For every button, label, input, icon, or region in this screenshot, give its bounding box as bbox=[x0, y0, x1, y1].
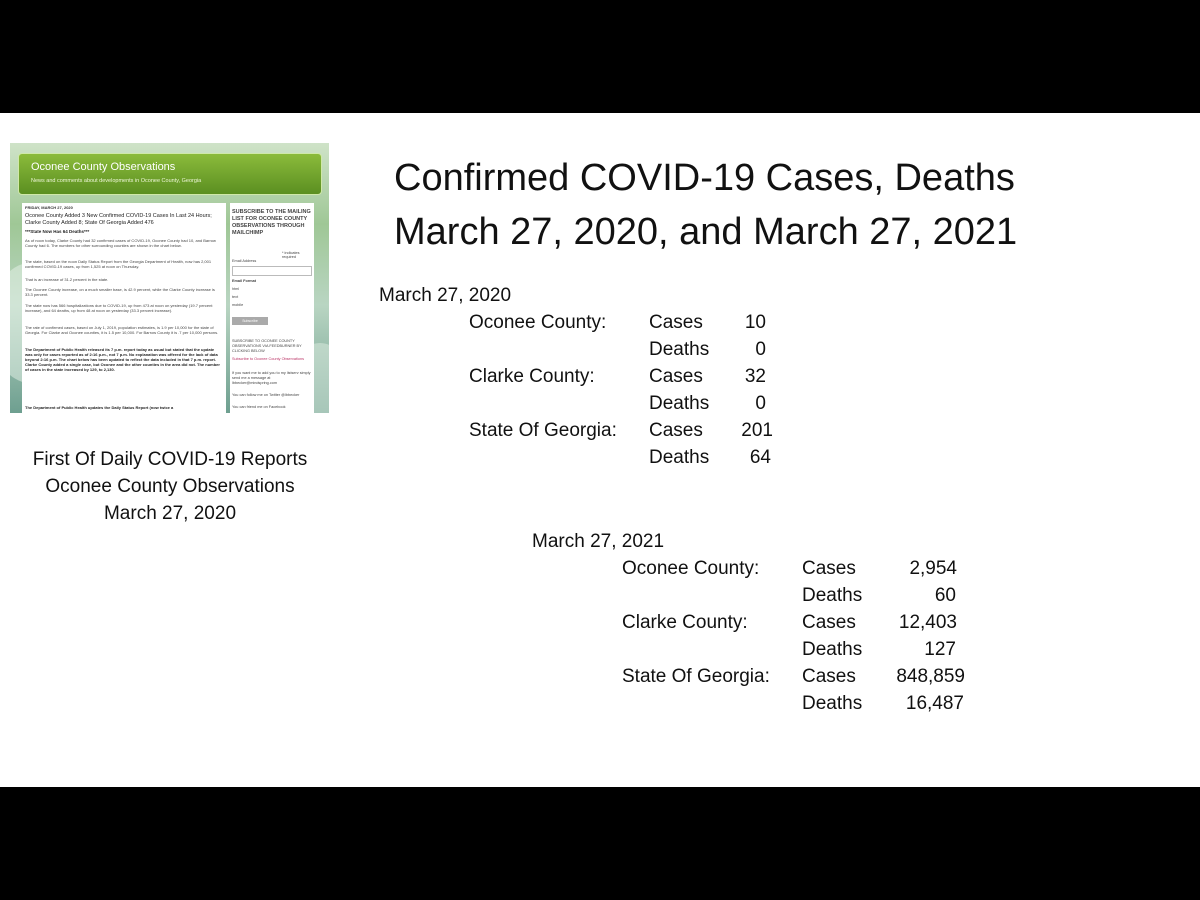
post-date: FRIDAY, MARCH 27, 2020 bbox=[25, 205, 73, 210]
metric-label: Cases bbox=[802, 558, 856, 579]
sidebar-title: SUBSCRIBE TO THE MAILING LIST FOR OCONEE COUNTY OBSERVATIONS THROUGH MAILCHIMP bbox=[232, 209, 311, 236]
sidebar-subscribe-link[interactable]: Subscribe to Oconee County Observations bbox=[232, 357, 304, 361]
metric-label: Deaths bbox=[802, 585, 863, 606]
place-label: State Of Georgia: bbox=[469, 420, 617, 441]
post-paragraph: The Department of Public Health released its 7 p.m. report today as usual but stated that the update was only for cases reported as of 2:16 p.m., not 7 p.m. No explanation was offered for the lack of data beyond 2:16 p.m. The chart below has been updated to reflect the data included in that 7 p.m. report. Clarke County added a single case, but Oconee and the other counties in the area did not. The number of cases in the state increased by 129, to 2,130. bbox=[25, 347, 220, 372]
slide-title bbox=[394, 151, 1017, 259]
metric-value: 10 bbox=[744, 312, 766, 333]
metric-value: 848,859 bbox=[896, 666, 965, 687]
section-date: March 27, 2020 bbox=[379, 285, 512, 306]
sidebar-facebook: You can friend me on Facebook bbox=[232, 405, 286, 409]
place-label: Oconee County: bbox=[622, 558, 760, 579]
post-paragraph: The Department of Public Health updates the Daily Status Report (now twice a bbox=[25, 405, 174, 410]
blog-header bbox=[18, 153, 322, 195]
caption-line: March 27, 2020 bbox=[103, 503, 237, 524]
sidebar-format-label: Email Format bbox=[232, 279, 257, 283]
metric-label: Cases bbox=[649, 420, 703, 441]
metric-value: 2,954 bbox=[909, 558, 957, 579]
blog-screenshot-thumbnail bbox=[10, 143, 329, 413]
metric-value: 64 bbox=[749, 447, 771, 468]
blog-post bbox=[22, 203, 226, 413]
metric-label: Deaths bbox=[649, 447, 710, 468]
slide bbox=[0, 113, 1200, 787]
post-paragraph: The Oconee County increase, on a much smaller base, is 42.9 percent, while the Clarke County increase is 33.3 percent. bbox=[25, 287, 215, 297]
sidebar-email-label: Email Address bbox=[232, 259, 257, 263]
sidebar-twitter: You can follow me on Twitter @lbbecker bbox=[232, 393, 300, 397]
place-label: Clarke County: bbox=[622, 612, 748, 633]
title-line: March 27, 2020, and March 27, 2021 bbox=[394, 211, 1018, 253]
post-paragraph: As of noon today, Clarke County had 32 confirmed cases of COVID-19, Oconee County had 10, and Barrow County had 6. The numbers for other surrounding counties are shown in the chart below. bbox=[25, 238, 216, 248]
place-label: Clarke County: bbox=[469, 366, 595, 387]
post-title: Oconee County Added 3 New Confirmed COVID-19 Cases In Last 24 Hours; Clarke County Added 8; State Of Georgia Added 476 bbox=[25, 213, 212, 226]
post-paragraph: That is an increase of 31.2 percent in the state. bbox=[25, 277, 109, 282]
caption-line: First Of Daily COVID-19 Reports bbox=[32, 449, 308, 470]
metric-label: Deaths bbox=[649, 393, 710, 414]
post-paragraph: The state now has 566 hospitalizations due to COVID-19, up from 473 at noon on yesterday (19.7 percent increase), and 64 deaths, up from 48 at noon on yesterday (33.3 percent increase). bbox=[25, 303, 213, 313]
metric-value: 127 bbox=[924, 639, 956, 660]
metric-value: 60 bbox=[934, 585, 956, 606]
place-label: Oconee County: bbox=[469, 312, 607, 333]
metric-label: Deaths bbox=[802, 693, 863, 714]
sidebar-email-input[interactable] bbox=[232, 266, 312, 276]
metric-label: Cases bbox=[649, 366, 703, 387]
metric-value: 32 bbox=[744, 366, 766, 387]
metric-value: 12,403 bbox=[898, 612, 957, 633]
sidebar-feedburner: SUBSCRIBE TO OCONEE COUNTY OBSERVATIONS VIA FEEDBURNER BY CLICKING BELOW bbox=[232, 339, 302, 353]
metric-label: Deaths bbox=[802, 639, 863, 660]
sidebar-radio-mobile[interactable]: mobile bbox=[232, 303, 244, 307]
blog-name: Oconee County Observations bbox=[31, 161, 176, 173]
post-paragraph: The state, based on the noon Daily Status Report from the Georgia Department of Health, now has 2,001 confirmed COVID-19 cases, up from 1,525 at noon on Thursday. bbox=[25, 259, 212, 269]
metric-value: 0 bbox=[755, 339, 766, 360]
metric-label: Cases bbox=[802, 666, 856, 687]
post-subhead: ***State Now Has 64 Deaths*** bbox=[25, 229, 90, 234]
sidebar-radio-html[interactable]: html bbox=[232, 287, 240, 291]
blog-tagline: News and comments about developments in Oconee County, Georgia bbox=[31, 178, 202, 184]
metric-label: Cases bbox=[802, 612, 856, 633]
sidebar-listserv: If you want me to add you to my listserv simply send me a message at lbbecker@mindspring.com bbox=[232, 371, 311, 385]
metric-value: 201 bbox=[741, 420, 773, 441]
section-date: March 27, 2021 bbox=[532, 531, 665, 552]
blog-sidebar bbox=[230, 203, 314, 413]
sidebar-radio-text[interactable]: text bbox=[232, 295, 239, 299]
place-label: State Of Georgia: bbox=[622, 666, 770, 687]
thumbnail-caption bbox=[0, 446, 340, 527]
post-paragraph: The rate of confirmed cases, based on July 1, 2019, population estimates, is 1.9 per 10,000 for the state of Georgia. For Clarke and Oconee counties, it is 1.5 per 10,000. For Barrow County it is .7 per 10,000 persons. bbox=[25, 325, 219, 335]
title-line: Confirmed COVID-19 Cases, Deaths bbox=[394, 157, 1015, 199]
caption-line: Oconee County Observations bbox=[45, 476, 295, 497]
metric-value: 16,487 bbox=[905, 693, 964, 714]
sidebar-required: * indicates required bbox=[282, 251, 300, 259]
metric-label: Deaths bbox=[649, 339, 710, 360]
metric-label: Cases bbox=[649, 312, 703, 333]
metric-value: 0 bbox=[755, 393, 766, 414]
subscribe-button[interactable]: Subscribe bbox=[232, 317, 268, 325]
